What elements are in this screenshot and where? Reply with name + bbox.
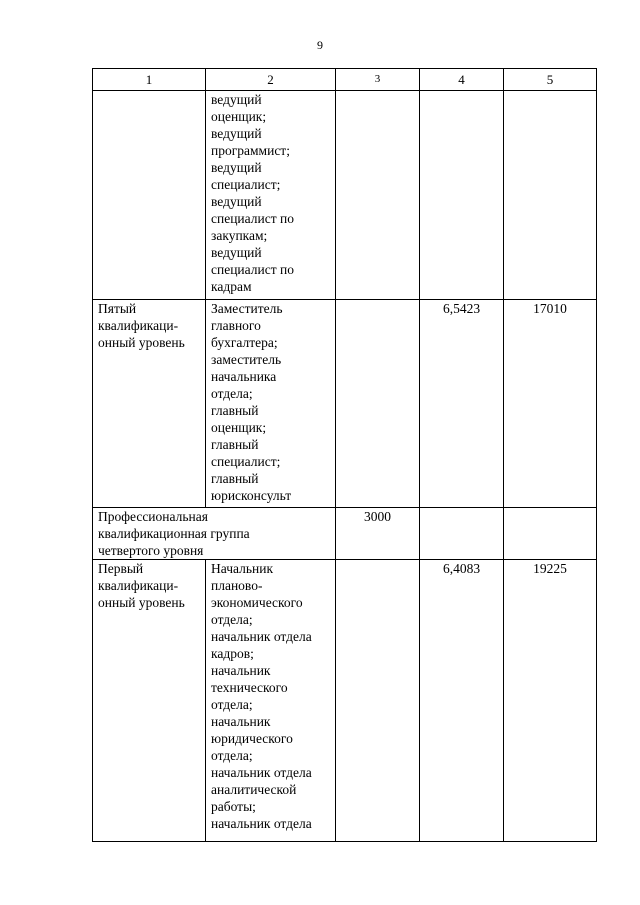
salary-cell: 17010 xyxy=(504,300,597,508)
table-row xyxy=(93,560,597,842)
level-cell xyxy=(93,91,206,300)
level-cell: Первый квалификаци- онный уровень xyxy=(93,560,206,842)
positions-cell: ведущий оценщик; ведущий программист; ведущий специалист; ведущий специалист по закупкам; ведущий специалист по кадрам xyxy=(206,91,336,300)
header-cell-3: 3 xyxy=(336,69,420,91)
salary-table xyxy=(92,68,597,842)
table-row xyxy=(93,300,597,508)
salary-cell: 19225 xyxy=(504,560,597,842)
header-cell-2: 2 xyxy=(206,69,336,91)
coefficient-cell xyxy=(420,91,504,300)
coefficient-cell: 6,4083 xyxy=(420,560,504,842)
coefficient-cell xyxy=(420,508,504,560)
level-cell: Пятый квалификаци- онный уровень xyxy=(93,300,206,508)
header-cell-5: 5 xyxy=(504,69,597,91)
base-salary-cell xyxy=(336,300,420,508)
base-salary-cell: 3000 xyxy=(336,508,420,560)
salary-cell xyxy=(504,91,597,300)
table-row-group-heading xyxy=(93,508,597,560)
table-row xyxy=(93,91,597,300)
header-cell-1: 1 xyxy=(93,69,206,91)
qualification-group-cell: Профессиональная квалификационная группа четвертого уровня xyxy=(93,508,336,560)
salary-cell xyxy=(504,508,597,560)
base-salary-cell xyxy=(336,560,420,842)
page-number: 9 xyxy=(317,38,323,52)
coefficient-cell: 6,5423 xyxy=(420,300,504,508)
table-header-row xyxy=(93,69,597,91)
header-cell-4: 4 xyxy=(420,69,504,91)
base-salary-cell xyxy=(336,91,420,300)
positions-cell: Начальник планово- экономического отдела; начальник отдела кадров; начальник технического отдела; начальник юридического отдела; начальник отдела аналитической работы; начальник отдела xyxy=(206,560,336,842)
positions-cell: Заместитель главного бухгалтера; заместитель начальника отдела; главный оценщик; главный специалист; главный юрисконсульт xyxy=(206,300,336,508)
